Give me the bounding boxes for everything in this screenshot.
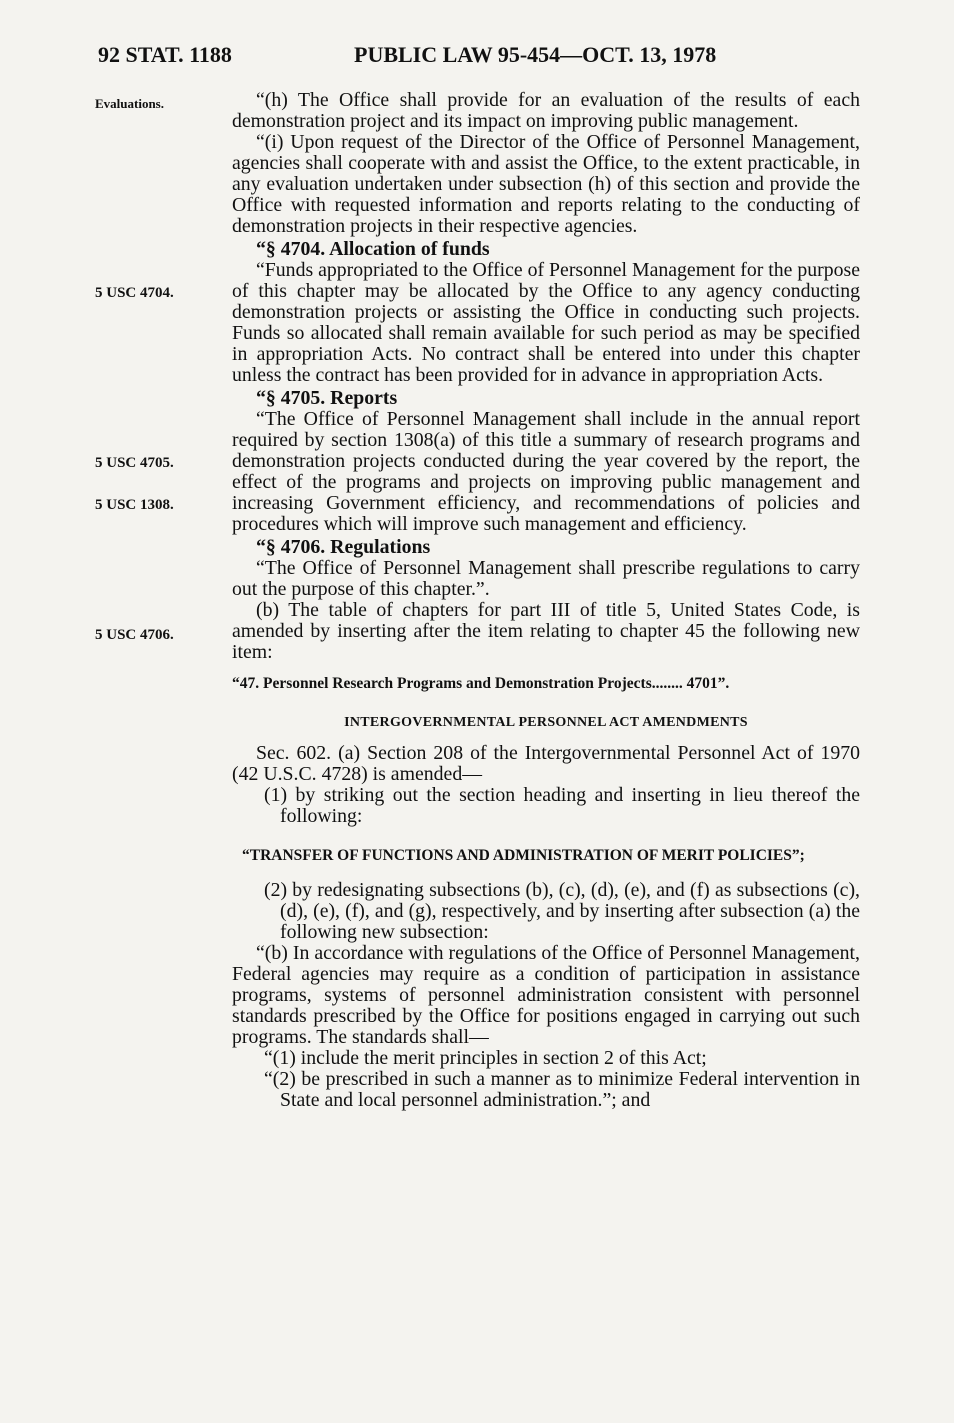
section-4704-heading: “§ 4704. Allocation of funds [256,238,490,260]
paragraph-h: “(h) The Office shall provide for an evaluation of the results of each demonstration project and its impact on improving public management. [232,89,860,132]
section-4705-heading: “§ 4705. Reports [256,387,398,409]
item-1: (1) by striking out the section heading and inserting in lieu thereof the following: [264,784,860,827]
new-subsection-b: “(b) In accordance with regulations of the Office of Personnel Management, Federal agencies may require as a condition of participation in assistance programs, systems of personnel administration consistent with personnel standards prescribed by the Office for positions engaged in carrying out such programs. The standards shall— [232,942,860,1048]
page-header [98,42,858,72]
statute-page-number: 92 STAT. 1188 [98,42,232,67]
standard-2: “(2) be prescribed in such a manner as to minimize Federal intervention in State and local personnel administration.”; and [264,1068,860,1111]
body-text [232,90,860,1111]
inserted-heading: “TRANSFER OF FUNCTIONS AND ADMINISTRATION OF MERIT POLICIES”; [242,847,805,864]
margin-note-usc-4705: 5 USC 4705. [95,455,174,471]
margin-note-usc-4704: 5 USC 4704. [95,285,174,301]
section-4705-text: “The Office of Personnel Management shall include in the annual report required by section 1308(a) of this title a summary of research programs and demonstration projects conducted during the year covered by the report, the effect of the programs and projects on improving public management and increasing Government efficiency, and recommendations of policies and procedures which will improve such management and efficiency. [232,408,860,535]
margin-note-usc-1308: 5 USC 1308. [95,497,174,513]
law-title: PUBLIC LAW 95-454—OCT. 13, 1978 [354,42,717,67]
table-of-chapters-item: “47. Personnel Research Programs and Demonstration Projects........ 4701”. [232,675,730,692]
subheading-intergovernmental: INTERGOVERNMENTAL PERSONNEL ACT AMENDMENTS [344,715,748,730]
section-4704-text: “Funds appropriated to the Office of Personnel Management for the purpose of this chapter may be allocated by the Office to any agency conducting demonstration projects or assisting the Office in conducting such projects. Funds so allocated shall remain available for such period as may be specified in appropriation Acts. No contract shall be entered into under this chapter unless the contract has been provided for in advance in appropriation Acts. [232,259,860,386]
section-602: Sec. 602. (a) Section 208 of the Intergovernmental Personnel Act of 1970 (42 U.S.C. 4728) is amended— [232,742,860,785]
margin-note-usc-4706: 5 USC 4706. [95,627,174,643]
margin-note-evaluations: Evaluations. [95,96,164,111]
paragraph-i: “(i) Upon request of the Director of the Office of Personnel Management, agencies shall cooperate with and assist the Office, to the extent practicable, in any evaluation undertaken under subsection (h) of this section and provide the Office with requested information and reports relating to the conducting of demonstration projects in their respective agencies. [232,131,860,237]
standard-1: “(1) include the merit principles in section 2 of this Act; [264,1047,707,1069]
item-2: (2) by redesignating subsections (b), (c), (d), (e), and (f) as subsections (c), (d), (e), (f), and (g), respectively, and by inserting after subsection (a) the following new subsection: [264,879,860,943]
section-4706-text: “The Office of Personnel Management shall prescribe regulations to carry out the purpose of this chapter.”. [232,557,860,600]
paragraph-b: (b) The table of chapters for part III of title 5, United States Code, is amended by inserting after the item relating to chapter 45 the following new item: [232,599,860,663]
section-4706-heading: “§ 4706. Regulations [256,536,431,558]
